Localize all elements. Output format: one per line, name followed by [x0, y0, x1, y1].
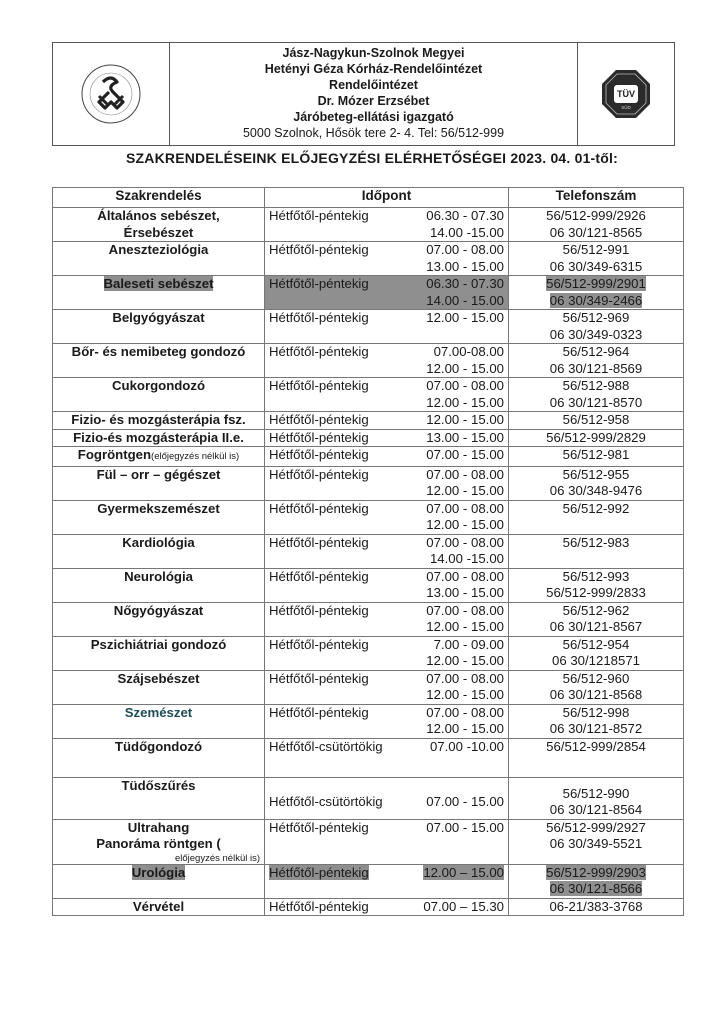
specialty-cell	[53, 602, 265, 636]
phone-cell	[509, 310, 684, 344]
days-cell	[265, 378, 404, 412]
hospital-seal-icon	[79, 62, 143, 126]
days-cell	[265, 864, 404, 898]
phone-number: 56/512-992	[562, 500, 630, 516]
times-cell	[403, 429, 509, 447]
phone-cell	[509, 447, 684, 467]
specialty-name: Általános sebészet,	[97, 208, 220, 223]
time-range: 12.00 - 15.00	[426, 360, 504, 376]
phone-number: 56/512-969	[562, 310, 630, 325]
phone-number: 56/512-964	[562, 344, 630, 359]
svg-text:TÜV: TÜV	[617, 89, 635, 99]
days-text: Hétfőtől-csütörtökig	[269, 793, 383, 809]
phone-cell	[509, 602, 684, 636]
phone-cell	[509, 500, 684, 534]
phone-number: 06 30/349-6315	[549, 258, 643, 274]
days-text: Hétfőtől-péntekig	[269, 636, 369, 652]
phone-number: 06 30/1218571	[551, 653, 640, 668]
times-cell	[403, 898, 509, 916]
time-range: 07.00 - 08.00	[426, 568, 504, 584]
specialty-cell	[53, 466, 265, 500]
times-cell	[403, 466, 509, 500]
phone-number: 06 30/121-8568	[549, 687, 643, 702]
phone-number: 56/512-999/2903	[546, 864, 646, 880]
phone-number: 56/512-999/2927	[546, 819, 646, 835]
time-range: 07.00 - 08.00	[426, 378, 504, 393]
phone-number: 06-21/383-3768	[549, 898, 643, 914]
director-name: Dr. Mózer Erzsébet	[317, 94, 430, 108]
phone-cell	[509, 738, 684, 777]
times-cell	[403, 568, 509, 602]
days-text: Hétfőtől-péntekig	[269, 819, 369, 835]
days-cell	[265, 568, 404, 602]
specialty-name: Szemészet	[124, 704, 193, 720]
letterhead-text	[169, 45, 578, 141]
days-cell	[265, 412, 404, 430]
specialty-name: Panoráma röntgen (	[96, 836, 221, 851]
phone-number: 56/512-998	[562, 704, 630, 720]
times-cell	[403, 819, 509, 864]
days-text: Hétfőtől-csütörtökig	[269, 738, 383, 754]
specialty-name: Neurológia	[124, 568, 193, 584]
times-cell	[403, 208, 509, 242]
phone-number: 56/512-990	[562, 785, 630, 801]
phone-cell	[509, 534, 684, 568]
phone-cell	[509, 378, 684, 412]
table-row	[53, 534, 684, 568]
specialty-cell	[53, 378, 265, 412]
specialty-note: előjegyzés nélkül is)	[174, 852, 260, 864]
address: 5000 Szolnok, Hősök tere 2- 4. Tel: 56/512-999	[242, 126, 505, 140]
phone-number: 06 30/348-9476	[549, 483, 643, 498]
table-row	[53, 276, 684, 310]
specialty-name: Aneszteziológia	[108, 242, 209, 257]
days-cell	[265, 819, 404, 864]
phone-number: 56/512-955	[562, 466, 630, 482]
days-cell	[265, 898, 404, 916]
phone-number: 56/512-999/2901	[546, 276, 646, 291]
days-cell	[265, 310, 404, 344]
institute-name: Rendelőintézet	[329, 78, 418, 92]
specialty-cell	[53, 670, 265, 704]
table-row	[53, 429, 684, 447]
time-range: 07.00 - 08.00	[426, 670, 504, 686]
times-cell	[403, 670, 509, 704]
days-text: Hétfőtől-péntekig	[269, 466, 369, 482]
phone-number: 06 30/121-8566	[549, 881, 643, 896]
days-text: Hétfőtől-péntekig	[269, 534, 369, 550]
days-cell	[265, 500, 404, 534]
letterhead	[52, 42, 675, 146]
phone-cell	[509, 568, 684, 602]
phone-cell	[509, 898, 684, 916]
days-text: Hétfőtől-péntekig	[269, 412, 369, 427]
specialty-cell	[53, 819, 265, 864]
time-range: 14.00 - 15.00	[426, 292, 504, 308]
time-range: 14.00 -15.00	[429, 224, 504, 240]
days-text: Hétfőtől-péntekig	[269, 568, 369, 584]
phone-number: 56/512-999/2829	[546, 429, 646, 445]
days-text: Hétfőtől-péntekig	[269, 276, 369, 291]
specialty-name: Fül – orr – gégészet	[96, 466, 221, 482]
days-cell	[265, 636, 404, 670]
specialty-name: Tüdőszűrés	[121, 777, 196, 793]
times-cell	[403, 864, 509, 898]
specialty-name: Fizio- és mozgásterápia fsz.	[71, 412, 246, 427]
time-range: 07.00 -10.00	[429, 738, 504, 754]
time-range: 06.30 - 07.30	[426, 276, 504, 291]
days-text: Hétfőtől-péntekig	[269, 242, 369, 257]
days-text: Hétfőtől-péntekig	[269, 864, 369, 880]
tuv-sud-badge-icon	[601, 69, 651, 119]
specialty-note: (előjegyzés nélkül is)	[151, 451, 240, 462]
time-range: 07.00 - 15.00	[426, 447, 504, 462]
times-cell	[403, 704, 509, 738]
table-row	[53, 447, 684, 467]
specialty-name: Fogröntgen	[77, 447, 152, 462]
document-title: SZAKRENDELÉSEINK ELŐJEGYZÉSI ELÉRHETŐSÉGEI 2023. 04. 01-től:	[125, 150, 618, 166]
time-range: 14.00 -15.00	[429, 551, 504, 566]
days-cell	[265, 738, 404, 777]
time-range: 07.00 - 08.00	[426, 466, 504, 482]
days-cell	[265, 242, 404, 276]
phone-number: 56/512-958	[562, 412, 630, 427]
specialty-name-line	[57, 836, 260, 864]
specialty-cell	[53, 777, 265, 819]
specialty-cell	[53, 429, 265, 447]
header-time: Időpont	[265, 188, 509, 208]
specialty-cell	[53, 738, 265, 777]
time-range: 06.30 - 07.30	[426, 208, 504, 223]
phone-number: 56/512-999/2833	[546, 585, 646, 600]
phone-number: 56/512-962	[562, 602, 630, 618]
table-row	[53, 568, 684, 602]
table-row	[53, 777, 684, 819]
time-range: 07.00 - 08.00	[426, 534, 504, 550]
tuv-certification-logo	[577, 43, 674, 145]
phone-number: 06 30/121-8572	[549, 721, 643, 736]
schedule-table	[52, 187, 684, 916]
time-range: 12.00 - 15.00	[426, 619, 504, 634]
phone-number: 56/512-993	[562, 568, 630, 584]
days-text: Hétfőtől-péntekig	[269, 500, 369, 516]
time-range: 12.00 - 15.00	[426, 721, 504, 736]
days-text: Hétfőtől-péntekig	[269, 898, 369, 914]
table-row	[53, 344, 684, 378]
times-cell	[403, 500, 509, 534]
days-text: Hétfőtől-péntekig	[269, 344, 369, 359]
specialty-name: Cukorgondozó	[111, 378, 206, 393]
specialty-cell	[53, 344, 265, 378]
specialty-cell	[53, 208, 265, 242]
specialty-name: Ultrahang	[127, 819, 190, 835]
director-title: Járóbeteg-ellátási igazgató	[293, 110, 454, 124]
time-range: 12.00 - 15.00	[426, 412, 504, 427]
header-specialty: Szakrendelés	[53, 188, 265, 208]
phone-number: 06 30/121-8564	[549, 802, 643, 817]
time-range: 12.00 - 15.00	[426, 687, 504, 702]
specialty-cell	[53, 534, 265, 568]
table-row	[53, 378, 684, 412]
times-cell	[403, 738, 509, 777]
phone-cell	[509, 429, 684, 447]
specialty-name: Szájsebészet	[117, 670, 200, 686]
specialty-name: Tüdőgondozó	[114, 738, 203, 754]
days-cell	[265, 429, 404, 447]
hospital-logo	[53, 43, 170, 145]
phone-number: 56/512-981	[562, 447, 630, 462]
schedule-body	[53, 208, 684, 916]
time-range: 13.00 - 15.00	[426, 429, 504, 445]
days-cell	[265, 704, 404, 738]
phone-cell	[509, 242, 684, 276]
phone-number: 06 30/121-8567	[549, 619, 643, 634]
specialty-cell	[53, 500, 265, 534]
specialty-name: Pszichiátriai gondozó	[90, 636, 227, 652]
time-range: 07.00 - 15.00	[426, 819, 504, 835]
table-row	[53, 864, 684, 898]
time-range: 7.00 - 09.00	[433, 636, 504, 652]
specialty-name: Bőr- és nemibeteg gondozó	[71, 344, 246, 359]
phone-cell	[509, 777, 684, 819]
phone-number: 56/512-991	[562, 242, 630, 257]
days-cell	[265, 602, 404, 636]
time-range: 07.00-08.00	[433, 344, 504, 359]
days-text: Hétfőtől-péntekig	[269, 670, 369, 686]
phone-number: 06 30/121-8569	[549, 360, 643, 376]
phone-cell	[509, 819, 684, 864]
time-range: 12.00 - 15.00	[426, 310, 504, 325]
days-cell	[265, 777, 404, 819]
days-cell	[265, 208, 404, 242]
times-cell	[403, 378, 509, 412]
phone-cell	[509, 670, 684, 704]
phone-number: 56/512-960	[562, 670, 630, 686]
days-cell	[265, 670, 404, 704]
header-phone: Telefonszám	[509, 188, 684, 208]
phone-cell	[509, 864, 684, 898]
times-cell	[403, 602, 509, 636]
specialty-name: Urológia	[131, 864, 186, 880]
specialty-name: Nőgyógyászat	[113, 602, 204, 618]
county-name: Jász-Nagykun-Szolnok Megyei	[282, 46, 465, 60]
specialty-name: Vérvétel	[132, 898, 185, 914]
time-range: 13.00 - 15.00	[426, 585, 504, 600]
phone-cell	[509, 276, 684, 310]
table-row	[53, 208, 684, 242]
svg-text:SÜD: SÜD	[621, 105, 631, 110]
time-range: 12.00 - 15.00	[426, 517, 504, 532]
specialty-cell	[53, 636, 265, 670]
phone-number: 56/512-983	[562, 534, 630, 550]
time-range: 13.00 - 15.00	[426, 258, 504, 274]
time-range: 07.00 - 08.00	[426, 242, 504, 257]
time-range: 07.00 - 08.00	[426, 704, 504, 720]
days-cell	[265, 344, 404, 378]
times-cell	[403, 276, 509, 310]
days-cell	[265, 276, 404, 310]
table-row	[53, 602, 684, 636]
times-cell	[403, 534, 509, 568]
days-text: Hétfőtől-péntekig	[269, 704, 369, 720]
specialty-name: Kardiológia	[122, 534, 195, 550]
phone-number: 06 30/121-8570	[549, 394, 643, 410]
days-text: Hétfőtől-péntekig	[269, 447, 369, 462]
days-cell	[265, 447, 404, 467]
time-range: 07.00 - 08.00	[426, 602, 504, 618]
times-cell	[403, 447, 509, 467]
specialty-cell	[53, 864, 265, 898]
phone-number: 06 30/349-0323	[549, 326, 643, 342]
table-row	[53, 898, 684, 916]
table-row	[53, 636, 684, 670]
hospital-name: Hetényi Géza Kórház-Rendelőintézet	[264, 62, 483, 76]
table-row	[53, 500, 684, 534]
phone-number: 06 30/121-8565	[549, 224, 643, 240]
specialty-name: Gyermekszemészet	[97, 500, 220, 516]
days-text: Hétfőtől-péntekig	[269, 310, 369, 325]
specialty-cell	[53, 704, 265, 738]
times-cell	[403, 777, 509, 819]
table-row	[53, 670, 684, 704]
phone-cell	[509, 208, 684, 242]
specialty-cell	[53, 568, 265, 602]
times-cell	[403, 636, 509, 670]
specialty-cell	[53, 898, 265, 916]
days-cell	[265, 466, 404, 500]
phone-number: 56/512-999/2854	[546, 738, 646, 754]
specialty-name: Fizio-és mozgásterápia II.e.	[73, 429, 244, 445]
days-text: Hétfőtől-péntekig	[269, 602, 369, 618]
specialty-name-line	[57, 447, 260, 466]
specialty-cell	[53, 412, 265, 430]
days-text: Hétfőtől-péntekig	[269, 208, 369, 223]
phone-number: 06 30/349-5521	[549, 836, 643, 851]
table-row	[53, 466, 684, 500]
time-range: 07.00 – 15.30	[423, 898, 504, 914]
days-cell	[265, 534, 404, 568]
specialty-name: Érsebészet	[123, 224, 194, 240]
time-range: 12.00 - 15.00	[426, 483, 504, 498]
days-text: Hétfőtől-péntekig	[269, 378, 369, 393]
times-cell	[403, 412, 509, 430]
table-row	[53, 310, 684, 344]
time-range: 07.00 - 08.00	[426, 500, 504, 516]
phone-cell	[509, 344, 684, 378]
specialty-name: Baleseti sebészet	[103, 276, 214, 291]
days-text: Hétfőtől-péntekig	[269, 429, 369, 445]
table-header-row	[53, 188, 684, 208]
table-row	[53, 738, 684, 777]
specialty-cell	[53, 242, 265, 276]
phone-number: 06 30/349-2466	[549, 292, 643, 308]
phone-number: 56/512-954	[562, 636, 630, 652]
specialty-cell	[53, 447, 265, 467]
table-row	[53, 242, 684, 276]
times-cell	[403, 310, 509, 344]
times-cell	[403, 344, 509, 378]
time-range: 07.00 - 15.00	[426, 793, 504, 809]
table-row	[53, 412, 684, 430]
specialty-cell	[53, 276, 265, 310]
phone-number: 56/512-999/2926	[546, 208, 646, 223]
table-row	[53, 704, 684, 738]
specialty-name: Belgyógyászat	[112, 310, 205, 325]
phone-cell	[509, 412, 684, 430]
specialty-cell	[53, 310, 265, 344]
table-row	[53, 819, 684, 864]
time-range: 12.00 - 15.00	[426, 653, 504, 668]
time-range: 12.00 – 15.00	[423, 864, 504, 880]
phone-cell	[509, 466, 684, 500]
time-range: 12.00 - 15.00	[426, 394, 504, 410]
phone-cell	[509, 704, 684, 738]
times-cell	[403, 242, 509, 276]
phone-cell	[509, 636, 684, 670]
phone-number: 56/512-988	[562, 378, 630, 393]
